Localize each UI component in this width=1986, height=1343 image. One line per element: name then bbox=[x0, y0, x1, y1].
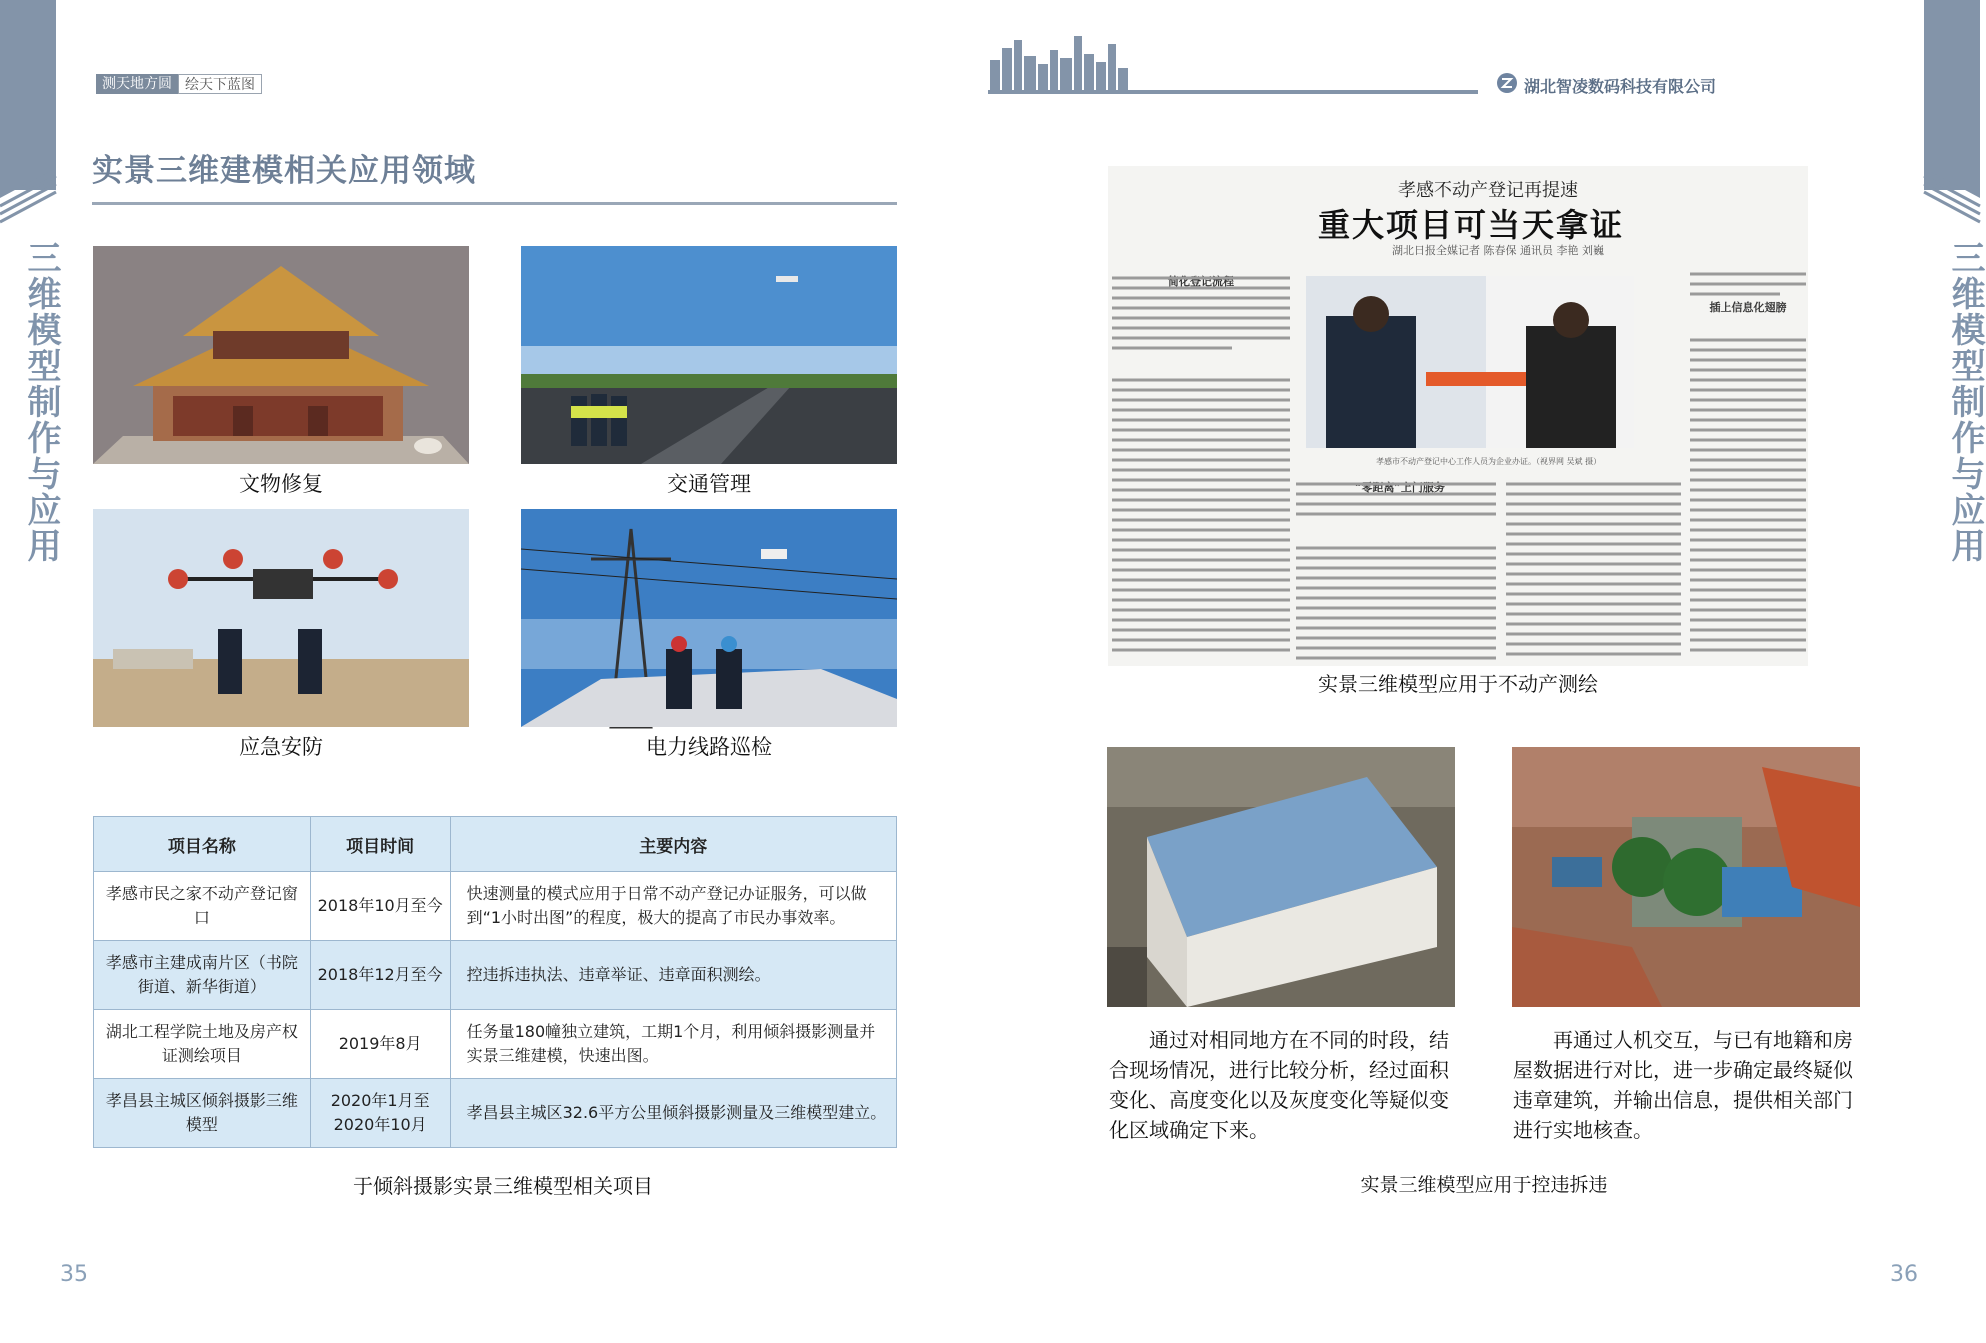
page-number-right: 36 bbox=[1890, 1262, 1918, 1287]
table-caption: 于倾斜摄影实景三维模型相关项目 bbox=[353, 1174, 653, 1198]
table-header-row bbox=[94, 817, 897, 872]
news-text-lines bbox=[1690, 270, 1806, 660]
cell-time: 2020年1月至2020年10月 bbox=[310, 1079, 450, 1148]
cell-content: 快速测量的模式应用于日常不动产登记办证服务，可以做到“1小时出图”的程度，极大的提高了市民办事效率。 bbox=[450, 872, 896, 941]
news-section-heading: 简化登记流程 bbox=[1168, 275, 1234, 288]
header-main-content: 主要内容 bbox=[450, 817, 896, 872]
side-stripes bbox=[1924, 160, 1980, 230]
left-side-bar bbox=[0, 0, 61, 1343]
news-caption: 实景三维模型应用于不动产测绘 bbox=[1318, 672, 1598, 696]
news-headline: 重大项目可当天拿证 bbox=[1318, 206, 1625, 244]
cell-name: 湖北工程学院土地及房产权证测绘项目 bbox=[94, 1010, 311, 1079]
header-project-time: 项目时间 bbox=[310, 817, 450, 872]
section-title: 实景三维建模相关应用领域 bbox=[92, 153, 476, 189]
table-row bbox=[94, 1079, 897, 1148]
table-row bbox=[94, 872, 897, 941]
company-name: 湖北智凌数码科技有限公司 bbox=[1524, 77, 1717, 96]
caption-photo-4: 电力线路巡检 bbox=[646, 735, 772, 759]
table-row bbox=[94, 941, 897, 1010]
cell-time: 2018年12月至今 bbox=[310, 941, 450, 1010]
photo-cultural-relic bbox=[93, 246, 469, 464]
caption-photo-1: 文物修复 bbox=[239, 472, 323, 496]
header-tag bbox=[96, 74, 262, 94]
cell-time: 2018年10月至今 bbox=[310, 872, 450, 941]
cell-name: 孝昌县主城区倾斜摄影三维模型 bbox=[94, 1079, 311, 1148]
title-rule bbox=[92, 202, 897, 205]
news-subtitle: 孝感不动产登记再提速 bbox=[1398, 180, 1578, 201]
cell-name: 孝感市民之家不动产登记窗口 bbox=[94, 872, 311, 941]
caption-photo-2: 交通管理 bbox=[667, 472, 751, 496]
project-table bbox=[93, 816, 897, 1148]
header-project-name: 项目名称 bbox=[94, 817, 311, 872]
page-number-left: 35 bbox=[60, 1262, 88, 1287]
compare-photo-after bbox=[1512, 747, 1860, 1007]
table-row bbox=[94, 1010, 897, 1079]
news-section-heading: 插上信息化翅膀 bbox=[1709, 301, 1787, 314]
caption-photo-3: 应急安防 bbox=[239, 735, 323, 759]
news-photo bbox=[1306, 276, 1634, 448]
tag-left: 测天地方圆 bbox=[96, 74, 178, 94]
news-text-lines bbox=[1112, 270, 1290, 660]
cell-name: 孝感市主建成南片区（书院街道、新华街道） bbox=[94, 941, 311, 1010]
compare-photo-before bbox=[1107, 747, 1455, 1007]
cell-content: 任务量180幢独立建筑，工期1个月，利用倾斜摄影测量并实景三维建模，快速出图。 bbox=[450, 1010, 896, 1079]
photo-traffic bbox=[521, 246, 897, 464]
photo-power-line bbox=[521, 509, 897, 727]
compare-text-left: 通过对相同地方在不同的时段，结合现场情况，进行比较分析，经过面积变化、高度变化以及灰度变化等疑似变化区域确定下来。 bbox=[1109, 1028, 1449, 1142]
skyline-graphic bbox=[988, 30, 1478, 96]
cell-time: 2019年8月 bbox=[310, 1010, 450, 1079]
side-title-right: 三维模型制作与应用 bbox=[1945, 240, 1985, 564]
company-logo-icon bbox=[1496, 72, 1518, 94]
cell-content: 孝昌县主城区32.6平方公里倾斜摄影测量及三维模型建立。 bbox=[450, 1079, 896, 1148]
tag-right: 绘天下蓝图 bbox=[178, 74, 262, 94]
compare-caption: 实景三维模型应用于控违拆违 bbox=[1360, 1174, 1608, 1196]
cell-content: 控违拆违执法、违章举证、违章面积测绘。 bbox=[450, 941, 896, 1010]
news-byline: 湖北日报全媒记者 陈春保 通讯员 李艳 刘巍 bbox=[1392, 244, 1604, 257]
side-stripes bbox=[0, 160, 56, 230]
compare-text-right: 再通过人机交互，与已有地籍和房屋数据进行对比，进一步确定最终疑似违章建筑，并输出信息，提供相关部门进行实地核查。 bbox=[1513, 1028, 1853, 1142]
news-text-lines bbox=[1296, 476, 1686, 666]
right-side-bar bbox=[1924, 0, 1985, 1343]
news-section-heading: “零距离”上门服务 bbox=[1355, 481, 1445, 494]
photo-emergency bbox=[93, 509, 469, 727]
news-photo-caption: 孝感市不动产登记中心工作人员为企业办证。（视界网 吴斌 摄） bbox=[1376, 457, 1602, 466]
side-title-left: 三维模型制作与应用 bbox=[21, 240, 61, 564]
